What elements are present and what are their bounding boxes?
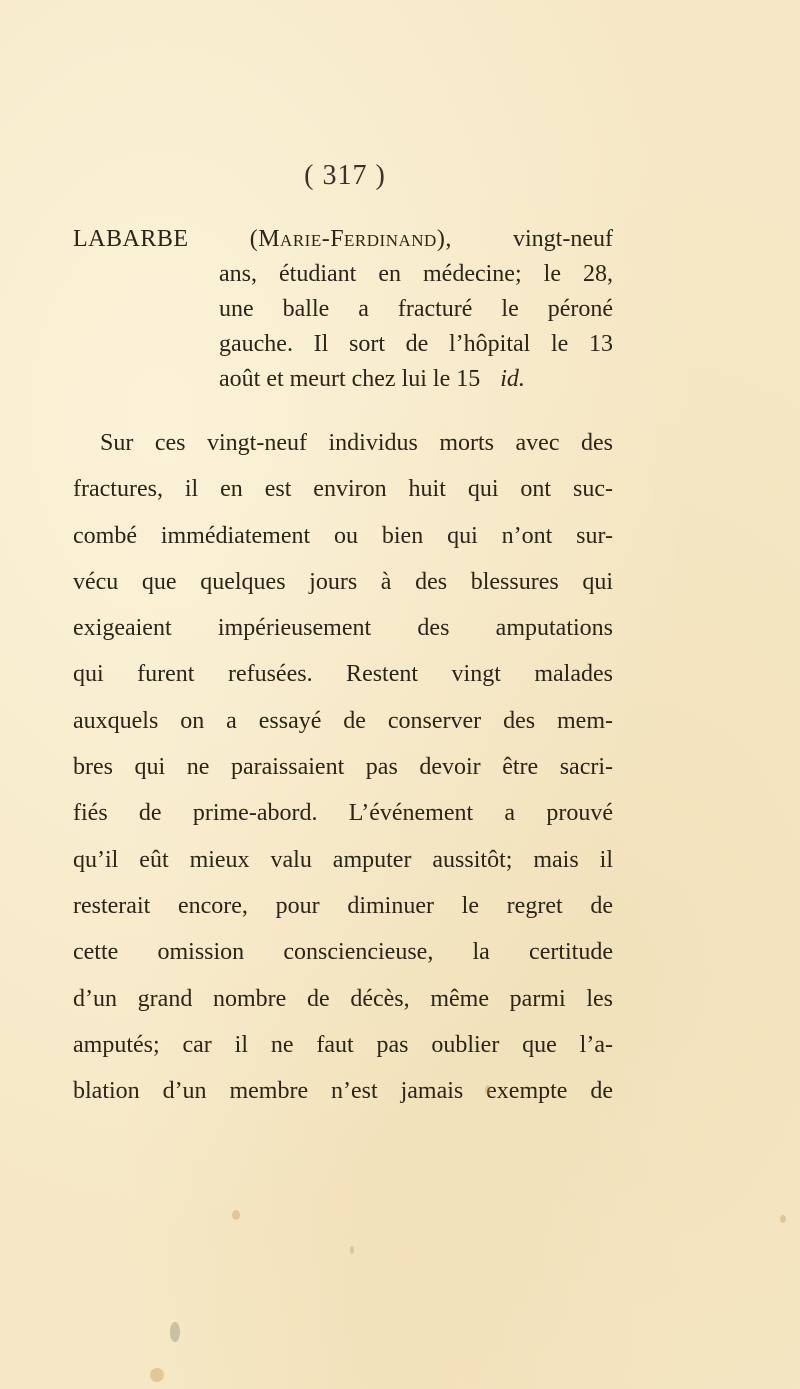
- entry-last-line-text: août et meurt chez lui le 15: [219, 366, 481, 392]
- entry-last-line: [219, 362, 613, 397]
- paragraph-line: resterait encore, pour diminuer le regret de: [73, 892, 613, 919]
- paragraph-line: bres qui ne paraissaient pas devoir être sacri-: [73, 754, 613, 781]
- entry-line: une balle a fracturé le péroné: [219, 296, 613, 322]
- entry-first-line: [73, 222, 613, 257]
- entry-continuation: [219, 257, 613, 397]
- paragraph-line: amputés; car il ne faut pas oublier que l’a-: [73, 1031, 613, 1058]
- paragraph-line: combé immédiatement ou bien qui n’ont sur-: [73, 522, 613, 549]
- paper-stain: [150, 1368, 164, 1382]
- paragraph-line: Sur ces vingt-neuf individus morts avec des: [100, 430, 613, 456]
- paragraph-line: qu’il eût mieux valu amputer aussitôt; mais il: [73, 846, 613, 873]
- paper-stain: [780, 1215, 786, 1223]
- paragraph-line: fiés de prime-abord. L’événement a prouvé: [73, 800, 613, 827]
- casualty-entry: [73, 222, 613, 397]
- paragraph-line: fractures, il en est environ huit qui ont suc-: [73, 476, 613, 503]
- paper-stain: [232, 1210, 240, 1220]
- paragraph-line: auxquels on a essayé de conserver des mem-: [73, 707, 613, 734]
- paragraph-line: qui furent refusées. Restent vingt malades: [73, 661, 613, 688]
- paragraph-line: blation d’un membre n’est jamais exempte de: [73, 1078, 613, 1105]
- paragraph-line: vécu que quelques jours à des blessures qui: [73, 568, 613, 595]
- entry-given-names: (Marie-Ferdinand),: [249, 226, 452, 252]
- paragraph-line: exigeaient impérieusement des amputations: [73, 615, 613, 642]
- entry-last-line-italic: id.: [500, 366, 525, 392]
- paper-stain: [170, 1322, 180, 1342]
- page-number: ( 317 ): [304, 160, 386, 191]
- body-paragraph: [73, 420, 613, 1114]
- entry-line: gauche. Il sort de l’hôpital le 13: [219, 331, 613, 357]
- entry-line: ans, étudiant en médecine; le 28,: [219, 261, 613, 287]
- paragraph-line: d’un grand nombre de décès, même parmi les: [73, 985, 613, 1012]
- entry-surname: LABARBE: [73, 226, 189, 252]
- paper-stain: [350, 1246, 354, 1254]
- paper-stain: [485, 1085, 491, 1095]
- entry-first-line-rest: vingt-neuf: [513, 226, 613, 252]
- paragraph-line: cette omission consciencieuse, la certitude: [73, 939, 613, 966]
